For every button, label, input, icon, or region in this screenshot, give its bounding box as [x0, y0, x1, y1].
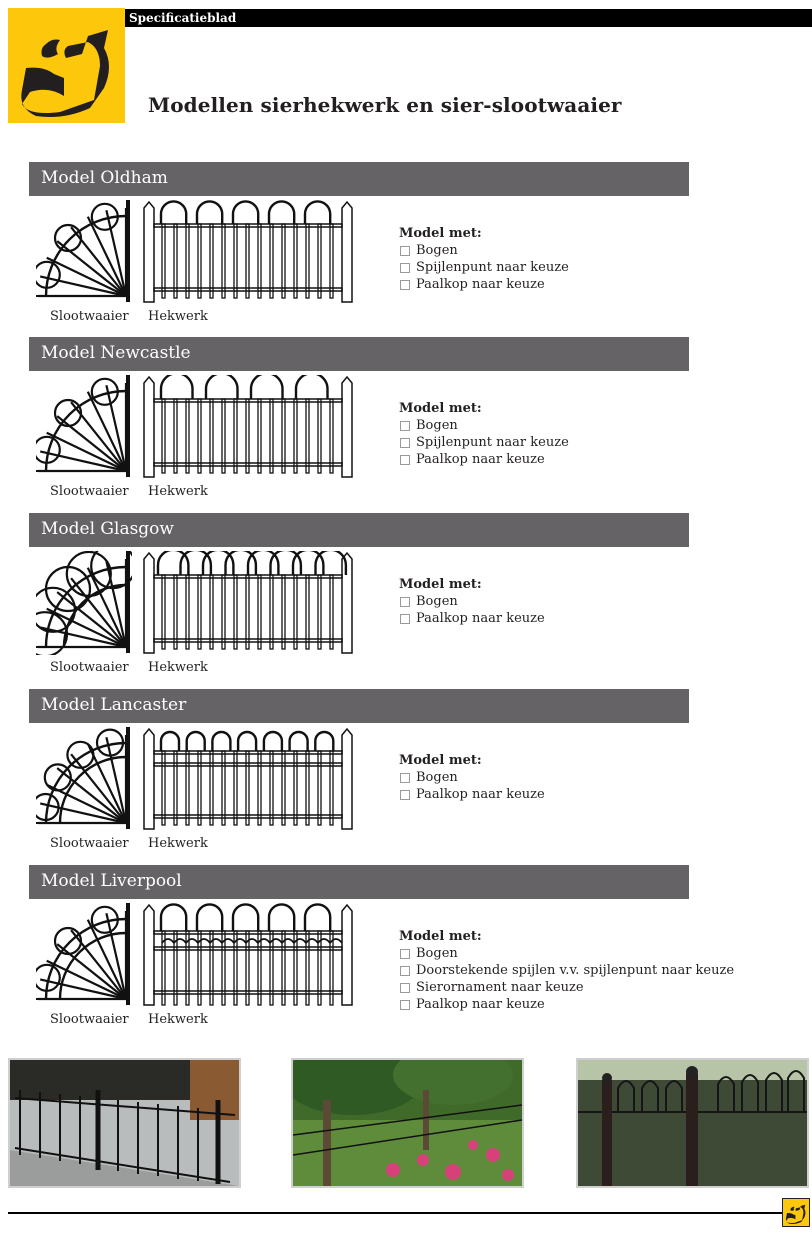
feature-label: Bogen	[416, 418, 458, 433]
feature-item	[399, 593, 545, 610]
checkbox-icon	[400, 263, 410, 273]
feature-item	[399, 276, 569, 293]
checkbox-icon	[400, 421, 410, 431]
checkbox-icon	[400, 773, 410, 783]
feature-list-title: Model met:	[399, 401, 482, 416]
hekwerk-label: Hekwerk	[148, 660, 208, 675]
hekwerk-label: Hekwerk	[148, 484, 208, 499]
model-title: Model Lancaster	[29, 689, 689, 723]
feature-item	[399, 945, 734, 962]
checkbox-icon	[400, 614, 410, 624]
feature-list-title: Model met:	[399, 226, 482, 241]
model-title: Model Glasgow	[29, 513, 689, 547]
feature-item	[399, 242, 569, 259]
checkbox-icon	[400, 246, 410, 256]
slootwaaier-drawing	[36, 903, 132, 1007]
hekwerk-drawing	[140, 727, 356, 831]
slootwaaier-label: Slootwaaier	[50, 1012, 129, 1027]
slootwaaier-drawing	[36, 375, 132, 479]
model-section	[0, 689, 812, 864]
feature-item	[399, 610, 545, 627]
logo-mark-icon	[8, 8, 125, 123]
feature-item	[399, 786, 545, 803]
feature-label: Bogen	[416, 770, 458, 785]
feature-item	[399, 451, 569, 468]
checkbox-icon	[400, 966, 410, 976]
feature-label: Paalkop naar keuze	[416, 787, 545, 802]
checkbox-icon	[400, 280, 410, 290]
logo-mark-icon	[783, 1199, 809, 1226]
slootwaaier-label: Slootwaaier	[50, 660, 129, 675]
feature-label: Paalkop naar keuze	[416, 452, 545, 467]
feature-label: Paalkop naar keuze	[416, 997, 545, 1012]
hekwerk-label: Hekwerk	[148, 309, 208, 324]
feature-item	[399, 417, 569, 434]
slootwaaier-drawing	[36, 551, 132, 655]
slootwaaier-label: Slootwaaier	[50, 484, 129, 499]
feature-label: Bogen	[416, 243, 458, 258]
feature-item	[399, 979, 734, 996]
feature-label: Paalkop naar keuze	[416, 277, 545, 292]
hekwerk-drawing	[140, 551, 356, 655]
slootwaaier-label: Slootwaaier	[50, 309, 129, 324]
feature-item	[399, 996, 734, 1013]
hekwerk-label: Hekwerk	[148, 836, 208, 851]
hekwerk-drawing	[140, 200, 356, 304]
feature-item	[399, 434, 569, 451]
model-title: Model Newcastle	[29, 337, 689, 371]
model-title: Model Liverpool	[29, 865, 689, 899]
feature-list-title: Model met:	[399, 577, 482, 592]
feature-list-title: Model met:	[399, 929, 482, 944]
feature-list	[399, 576, 545, 627]
footer-divider	[8, 1212, 784, 1214]
page-title: Modellen sierhekwerk en sier-slootwaaier	[148, 93, 622, 117]
feature-list	[399, 225, 569, 293]
model-section	[0, 162, 812, 337]
feature-label: Bogen	[416, 594, 458, 609]
hekwerk-label: Hekwerk	[148, 1012, 208, 1027]
hekwerk-drawing	[140, 375, 356, 479]
model-section	[0, 337, 812, 512]
company-logo	[8, 8, 125, 123]
feature-item	[399, 962, 734, 979]
hekwerk-drawing	[140, 903, 356, 1007]
feature-list-title: Model met:	[399, 753, 482, 768]
checkbox-icon	[400, 983, 410, 993]
feature-item	[399, 769, 545, 786]
spec-sheet-bar: Specificatieblad	[125, 9, 812, 27]
feature-label: Spijlenpunt naar keuze	[416, 435, 569, 450]
slootwaaier-drawing	[36, 727, 132, 831]
feature-label: Sierornament naar keuze	[416, 980, 584, 995]
model-title: Model Oldham	[29, 162, 689, 196]
feature-label: Paalkop naar keuze	[416, 611, 545, 626]
feature-label: Bogen	[416, 946, 458, 961]
photo-garden-fence	[291, 1058, 524, 1188]
photo-hedge-fence	[576, 1058, 809, 1188]
feature-list	[399, 400, 569, 468]
feature-label: Spijlenpunt naar keuze	[416, 260, 569, 275]
feature-label: Doorstekende spijlen v.v. spijlenpunt naar keuze	[416, 963, 735, 978]
checkbox-icon	[400, 438, 410, 448]
slootwaaier-drawing	[36, 200, 132, 304]
feature-item	[399, 259, 569, 276]
feature-list	[399, 752, 545, 803]
checkbox-icon	[400, 949, 410, 959]
slootwaaier-label: Slootwaaier	[50, 836, 129, 851]
checkbox-icon	[400, 597, 410, 607]
photo-terrace-fence	[8, 1058, 241, 1188]
checkbox-icon	[400, 455, 410, 465]
model-section	[0, 865, 812, 1040]
model-section	[0, 513, 812, 688]
footer-logo	[782, 1198, 810, 1227]
feature-list	[399, 928, 734, 1013]
checkbox-icon	[400, 790, 410, 800]
checkbox-icon	[400, 1000, 410, 1010]
